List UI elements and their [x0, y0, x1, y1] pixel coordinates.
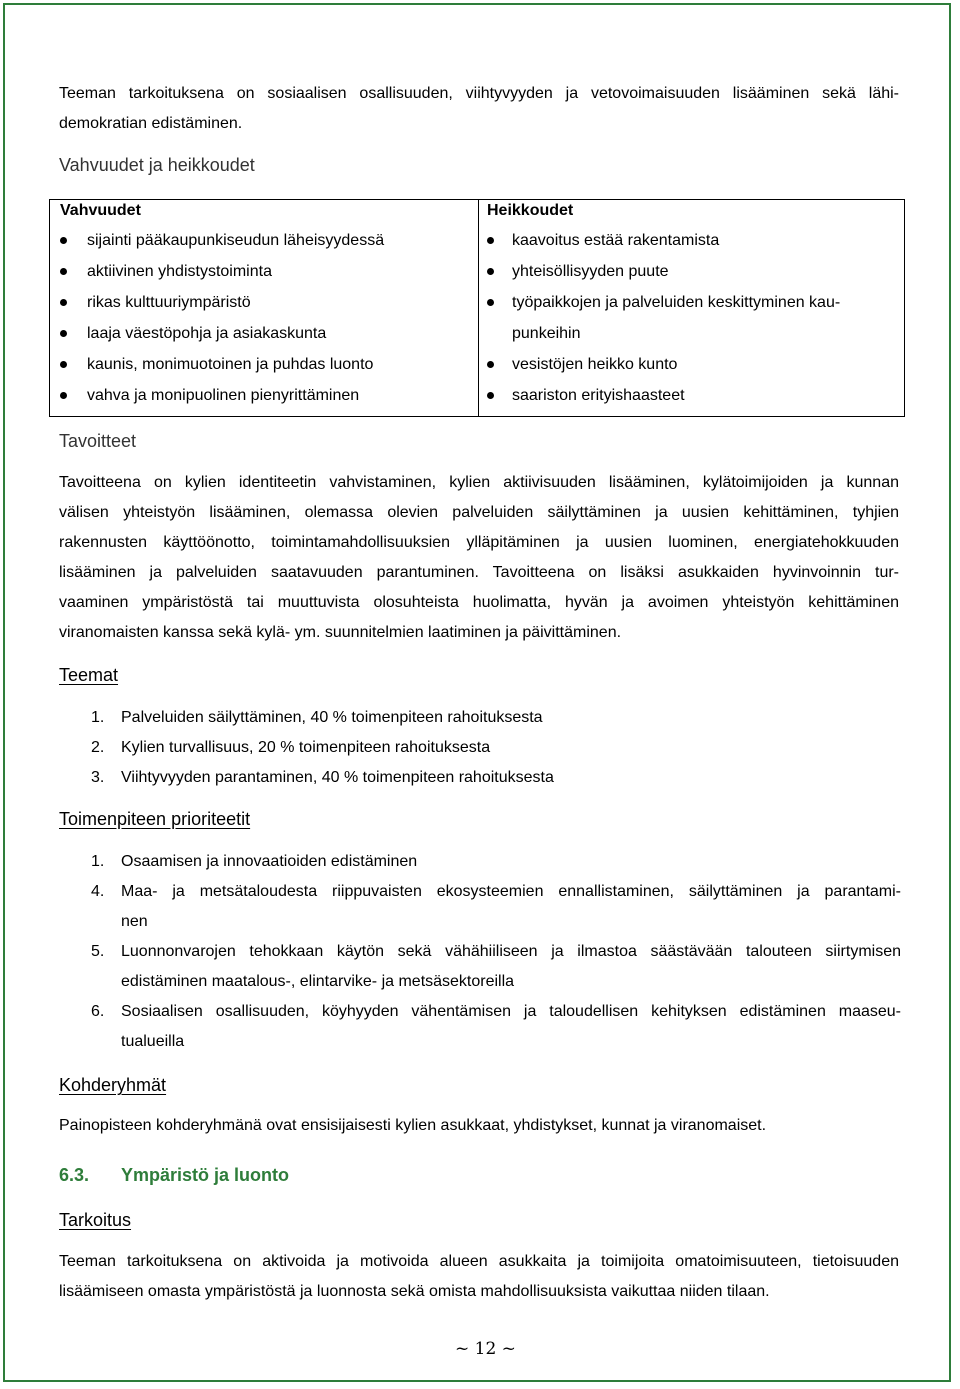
list-item — [50, 225, 478, 256]
priorities-title: Toimenpiteen prioriteetit — [59, 809, 251, 829]
purpose-line: Teeman tarkoituksena on aktivoida ja motivoida alueen asukkaita ja toimijoita omatoimisuuteen, tietoisuuden — [59, 1253, 899, 1270]
list-item — [50, 380, 478, 411]
list-item — [479, 225, 904, 256]
list-item — [50, 318, 478, 349]
list-item — [91, 877, 901, 937]
list-item-text: yhteisöllisyyden puute — [512, 263, 669, 280]
list-item — [50, 287, 478, 318]
goals-line: Tavoitteena on kylien identiteetin vahvistaminen, kylien aktiivisuuden lisääminen, kylätoimijoiden ja kunnan — [59, 474, 899, 491]
goals-paragraph — [59, 468, 899, 648]
swot-table — [49, 199, 905, 417]
bullet-icon — [60, 268, 67, 275]
strengths-list — [50, 225, 478, 411]
target-groups-title: Kohderyhmät — [59, 1075, 167, 1095]
item-number: 4. — [91, 883, 105, 900]
intro-line: demokratian edistäminen. — [59, 115, 243, 132]
goals-line: välisen yhteistyön lisääminen, olemassa olevien palveluiden säilyttäminen ja uusien kehittäminen, tyhjien — [59, 504, 899, 521]
purpose-paragraph — [59, 1247, 899, 1307]
section-title: Ympäristö ja luonto — [121, 1165, 290, 1185]
item-text: edistäminen maatalous-, elintarvike- ja metsäsektoreilla — [121, 973, 515, 990]
item-text: Palveluiden säilyttäminen, 40 % toimenpiteen rahoituksesta — [121, 709, 543, 726]
list-item-text: työpaikkojen ja palveluiden keskittyminen kau- — [512, 294, 841, 311]
list-item — [479, 287, 904, 318]
item-text: Maa- ja metsätaloudesta riippuvaisten ekosysteemien ennallistaminen, säilyttäminen ja parantami- — [121, 883, 901, 900]
page-number: ~ 12 ~ — [455, 1339, 516, 1359]
list-item — [91, 937, 901, 997]
list-item — [50, 256, 478, 287]
goals-line: vaaminen ympäristöstä tai muuttuvista olosuhteista huolimatta, hyvän ja avoimen yhteistyön kehittäminen — [59, 594, 899, 611]
list-item — [91, 733, 901, 763]
list-item-text: aktiivinen yhdistystoiminta — [87, 263, 272, 280]
list-item-text: punkeihin — [512, 325, 581, 342]
themes-title: Teemat — [59, 665, 119, 685]
bullet-icon — [487, 299, 494, 306]
bullet-icon — [60, 237, 67, 244]
list-item-text: laaja väestöpohja ja asiakaskunta — [87, 325, 327, 342]
themes-list — [91, 703, 901, 793]
list-item-text: sijainti pääkaupunkiseudun läheisyydessä — [87, 232, 385, 249]
purpose-line: lisäämiseen omasta ympäristöstä ja luonnosta sekä omista mahdollisuuksista vaikuttaa niiden tilaan. — [59, 1283, 770, 1300]
item-text: Viihtyvyyden parantaminen, 40 % toimenpiteen rahoituksesta — [121, 769, 554, 786]
item-number: 1. — [91, 709, 105, 726]
item-number: 1. — [91, 853, 105, 870]
list-item — [91, 703, 901, 733]
list-item-text: kaavoitus estää rakentamista — [512, 232, 720, 249]
intro-line: Teeman tarkoituksena on sosiaalisen osallisuuden, viihtyvyyden ja vetovoimaisuuden lisääminen sekä lähi- — [59, 85, 899, 102]
weaknesses-header: Heikkoudet — [487, 202, 574, 219]
item-text: Osaamisen ja innovaatioiden edistäminen — [121, 853, 418, 870]
goals-line: lisääminen ja palveluiden saatavuuden parantuminen. Tavoitteena on lisäksi asukkaiden hyvinvoinnin tur- — [59, 564, 899, 581]
list-item-text: saariston erityishaasteet — [512, 387, 685, 404]
list-item-text: rikas kulttuuriympäristö — [87, 294, 251, 311]
item-number: 5. — [91, 943, 105, 960]
bullet-icon — [60, 299, 67, 306]
bullet-icon — [60, 392, 67, 399]
list-item — [479, 349, 904, 380]
list-item-text: vahva ja monipuolinen pienyrittäminen — [87, 387, 360, 404]
goals-title: Tavoitteet — [59, 431, 137, 451]
list-item — [50, 349, 478, 380]
item-number: 6. — [91, 1003, 105, 1020]
strengths-weaknesses-title: Vahvuudet ja heikkoudet — [59, 155, 255, 175]
item-number: 3. — [91, 769, 105, 786]
strengths-cell — [50, 200, 479, 417]
item-text: Kylien turvallisuus, 20 % toimenpiteen rahoituksesta — [121, 739, 491, 756]
section-number: 6.3. — [59, 1165, 90, 1185]
item-text: tualueilla — [121, 1033, 185, 1050]
list-item-text: kaunis, monimuotoinen ja puhdas luonto — [87, 356, 374, 373]
weaknesses-list — [479, 225, 904, 411]
purpose-title: Tarkoitus — [59, 1210, 132, 1230]
list-item — [479, 380, 904, 411]
list-item-text: vesistöjen heikko kunto — [512, 356, 678, 373]
item-text: nen — [121, 913, 148, 930]
goals-line: rakennusten käyttöönotto, toimintamahdollisuuksien ylläpitäminen ja uusien luominen, energiatehokkuuden — [59, 534, 899, 551]
list-item — [91, 763, 901, 793]
list-item — [479, 256, 904, 287]
bullet-icon — [487, 268, 494, 275]
intro-paragraph — [59, 79, 899, 139]
priorities-list — [91, 847, 901, 1057]
item-number: 2. — [91, 739, 105, 756]
bullet-icon — [487, 237, 494, 244]
bullet-icon — [487, 361, 494, 368]
bullet-icon — [60, 361, 67, 368]
list-item — [91, 997, 901, 1057]
strengths-header: Vahvuudet — [60, 202, 141, 219]
list-item — [91, 847, 901, 877]
target-groups-text: Painopisteen kohderyhmänä ovat ensisijaisesti kylien asukkaat, yhdistykset, kunnat ja viranomaiset. — [59, 1117, 767, 1134]
list-item-continuation — [479, 318, 904, 349]
bullet-icon — [60, 330, 67, 337]
bullet-icon — [487, 392, 494, 399]
item-text: Luonnonvarojen tehokkaan käytön sekä vähähiiliseen ja ilmastoa säästävään talouteen siirtymisen — [121, 943, 901, 960]
weaknesses-cell — [479, 200, 905, 417]
goals-line: viranomaisten kanssa sekä kylä- ym. suunnitelmien laatiminen ja päivittäminen. — [59, 624, 622, 641]
item-text: Sosiaalisen osallisuuden, köyhyyden vähentämisen ja taloudellisen kehityksen edistäminen maaseu- — [121, 1003, 901, 1020]
